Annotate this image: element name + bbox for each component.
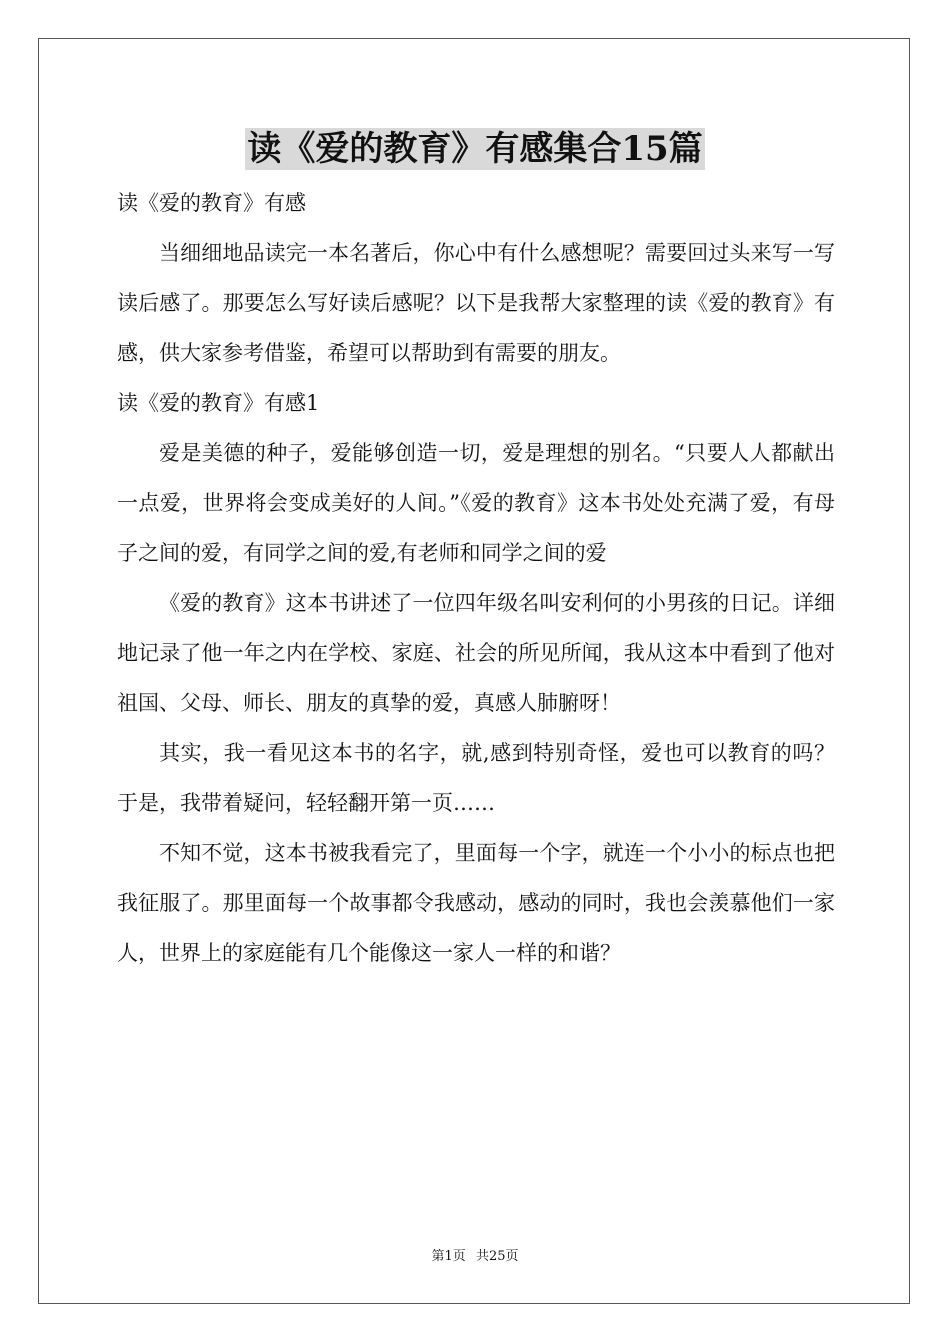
document-body bbox=[117, 178, 835, 978]
paragraph-intro: 当细细地品读完一本名著后，你心中有什么感想呢？需要回过头来写一写读后感了。那要怎么写好读后感呢？以下是我帮大家整理的读《爱的教育》有感，供大家参考借鉴，希望可以帮助到有需要的朋友。 bbox=[117, 241, 835, 365]
total-pages: 共25页 bbox=[475, 1249, 519, 1264]
page-number: 第1页 bbox=[431, 1249, 466, 1264]
paragraph: 不知不觉，这本书被我看完了，里面每一个字，就连一个小小的标点也把我征服了。那里面每一个故事都令我感动，感动的同时，我也会羡慕他们一家人，世界上的家庭能有几个能像这一家人一样的和谐？ bbox=[117, 841, 835, 965]
paragraph: 其实，我一看见这本书的名字，就,感到特别奇怪，爱也可以教育的吗？于是，我带着疑问，轻轻翻开第一页…… bbox=[117, 741, 835, 815]
document-title: 读《爱的教育》有感集合15篇 bbox=[247, 129, 703, 169]
paragraph: 爱是美德的种子，爱能够创造一切，爱是理想的别名。“只要人人都献出一点爱，世界将会变成美好的人间。”《爱的教育》这本书处处充满了爱，有母子之间的爱，有同学之间的爱,有老师和同学之间的爱 bbox=[117, 441, 835, 565]
section-heading-1: 读《爱的教育》有感1 bbox=[117, 391, 320, 415]
section-heading: 读《爱的教育》有感 bbox=[117, 191, 306, 215]
page-footer bbox=[0, 1247, 950, 1267]
title-container bbox=[0, 128, 950, 170]
paragraph: 《爱的教育》这本书讲述了一位四年级名叫安利何的小男孩的日记。详细地记录了他一年之内在学校、家庭、社会的所见所闻，我从这本中看到了他对祖国、父母、师长、朋友的真挚的爱，真感人肺腑呀！ bbox=[117, 591, 835, 715]
